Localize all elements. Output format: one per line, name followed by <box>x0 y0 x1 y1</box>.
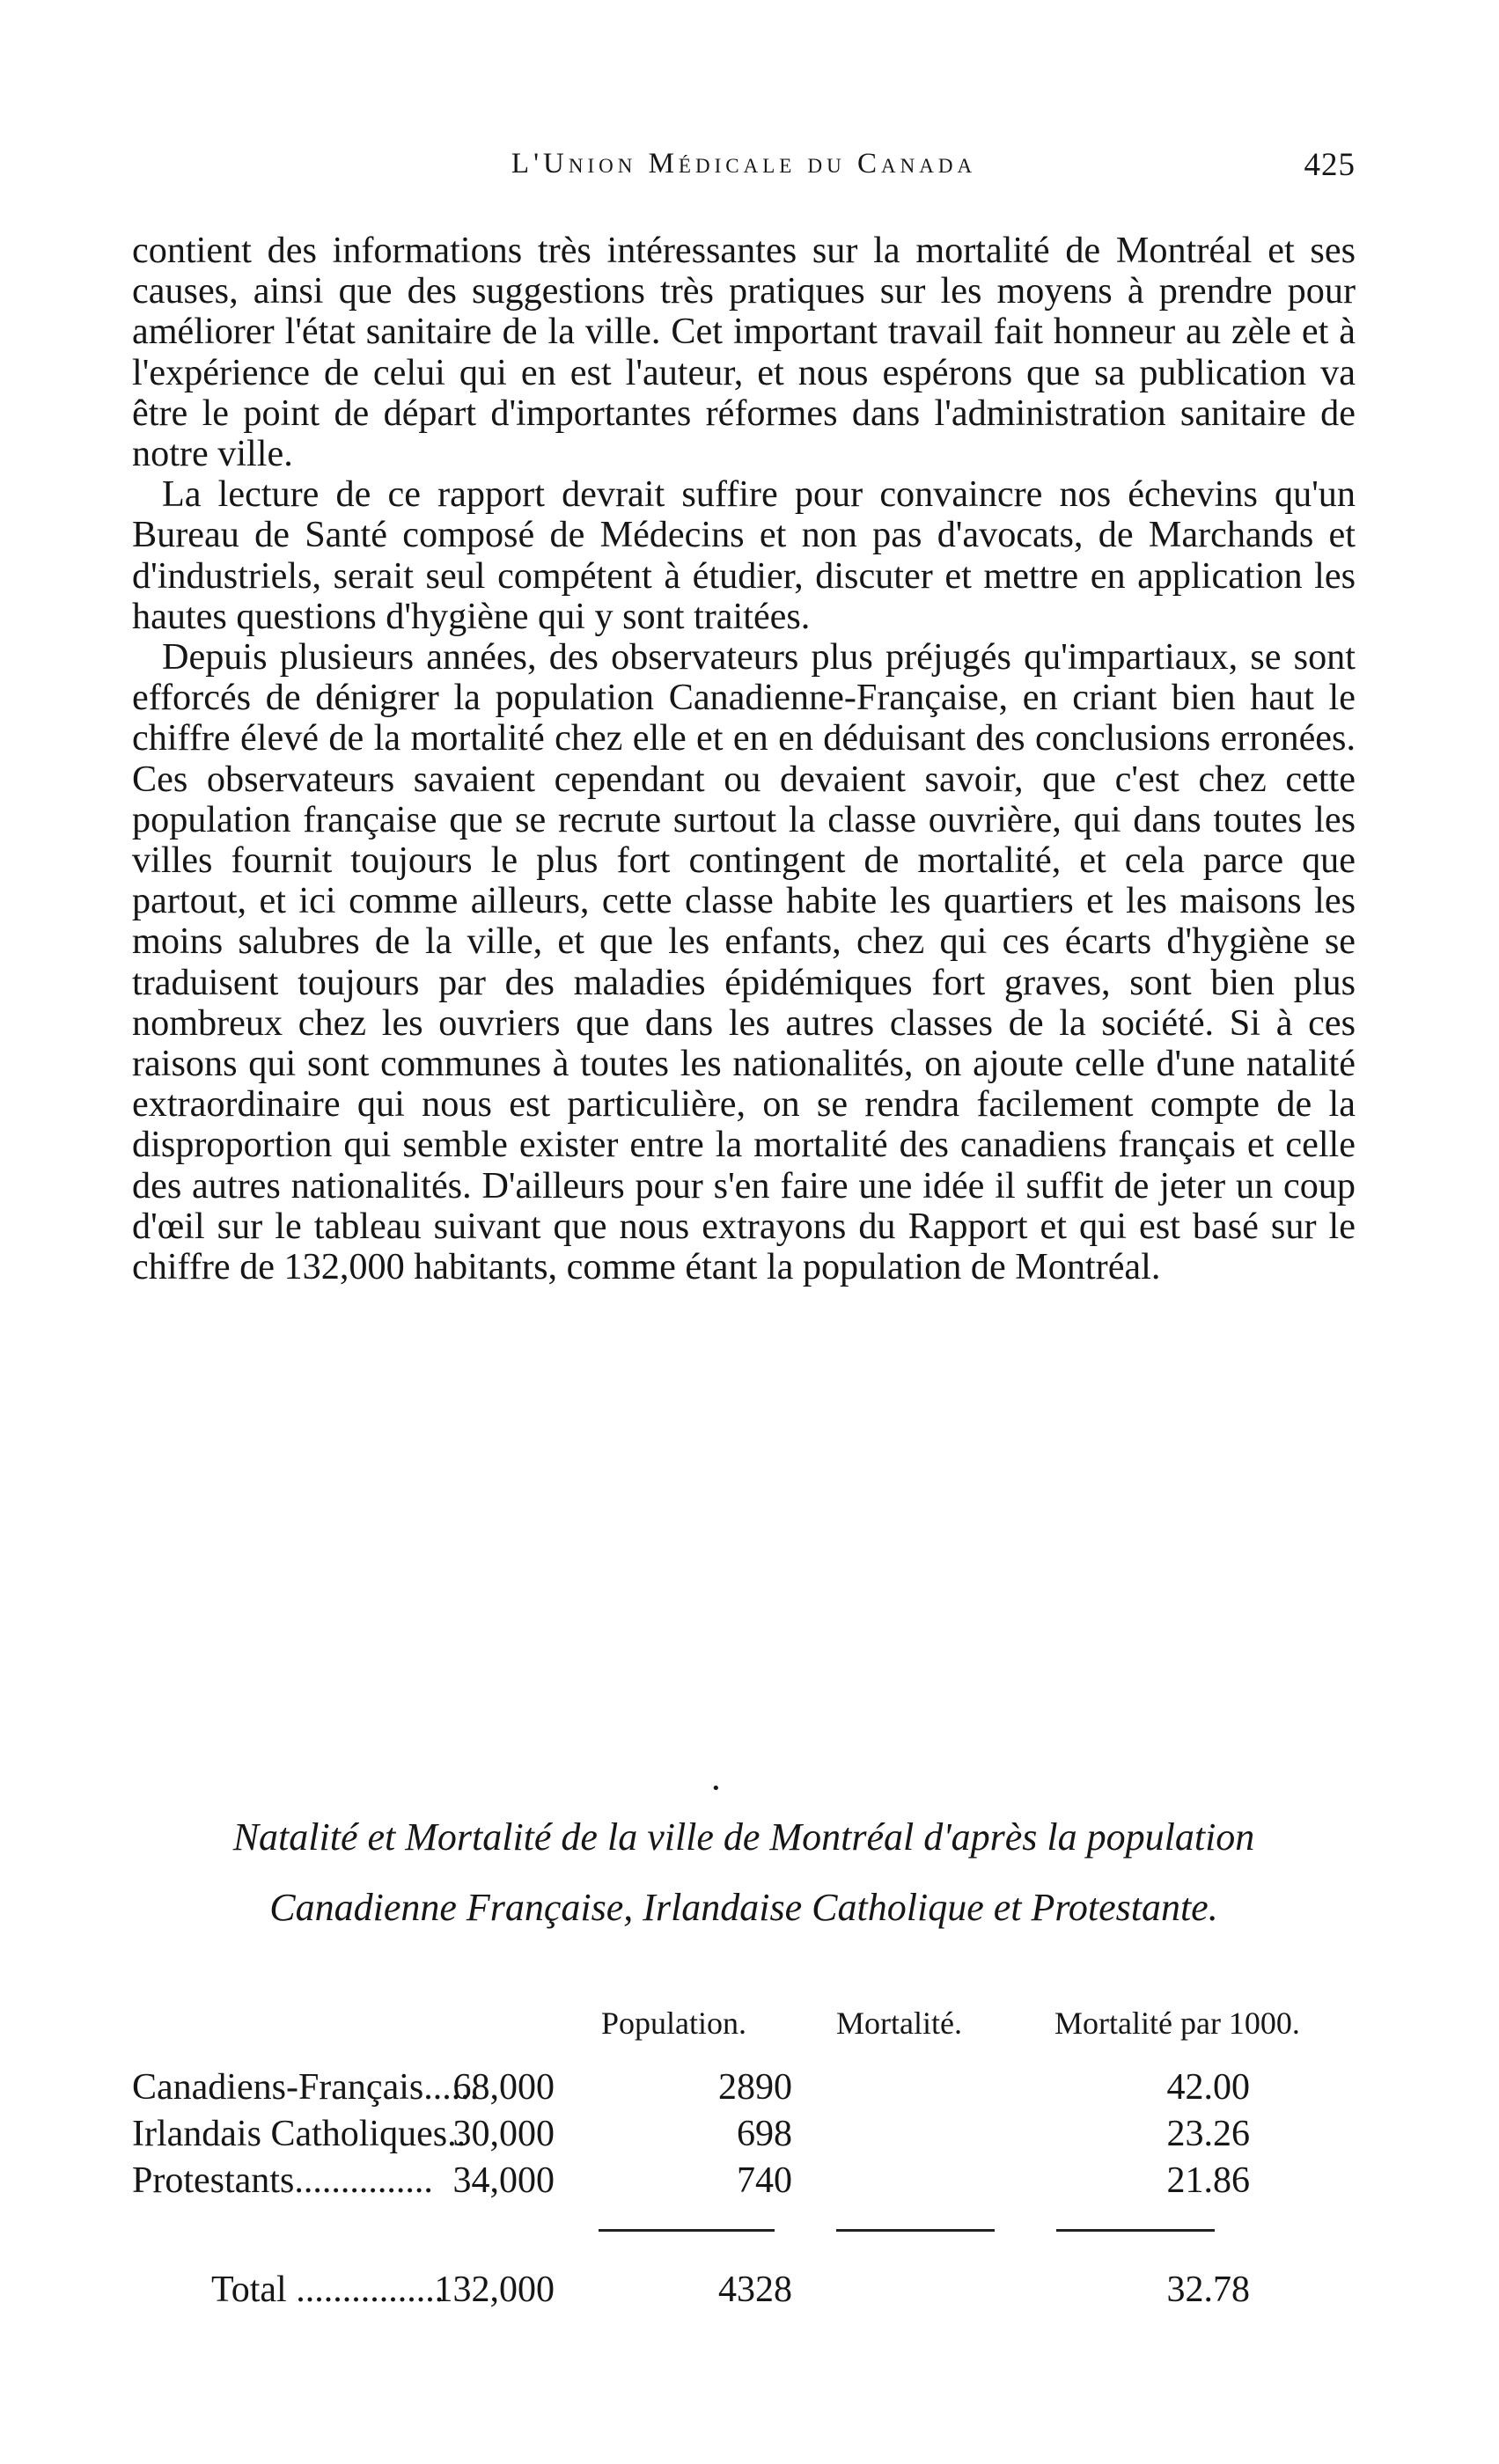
total-population: 132,000 <box>434 2270 555 2310</box>
column-header-mortalite: Mortalité. <box>836 2006 962 2041</box>
column-header-par-mille: Mortalité par 1000. <box>1054 2006 1300 2041</box>
row-label: Irlandais Catholiques.. <box>132 2114 467 2154</box>
row-label: Canadiens-Français...... <box>132 2067 480 2108</box>
total-mortalite: 4328 <box>718 2270 792 2310</box>
cell-mortalite: 2890 <box>718 2067 792 2108</box>
table-title <box>132 1802 1356 1943</box>
total-rule-mortalite <box>836 2229 995 2232</box>
cell-mortalite: 698 <box>737 2114 792 2154</box>
paragraph-continued: contient des informations très intéressantes sur la mortalité de Montréal et ses causes, ainsi que des suggestions très pratiques sur les moyens à prendre pour améliorer l'état sanitaire de la ville. Cet important travail fait honneur au zèle et à l'expérience de celui qui en est l'auteur, et nous espérons que sa publication va être le point de départ d'importantes réformes dans l'administration sanitaire de notre ville. <box>132 230 1356 475</box>
total-rule-par-mille <box>1056 2229 1215 2232</box>
cell-mortalite: 740 <box>737 2160 792 2201</box>
row-label: Protestants............... <box>132 2160 433 2201</box>
running-title: L'Union Médicale du Canada <box>511 148 977 180</box>
table-title-line-1: Natalité et Mortalité de la ville de Montréal d'après la population <box>232 1815 1255 1859</box>
total-label: Total ................ <box>211 2270 445 2310</box>
cell-par-mille: 21.86 <box>1166 2160 1250 2201</box>
cell-population: 68,000 <box>452 2067 555 2108</box>
paragraph-mortalite: Depuis plusieurs années, des observateurs plus préjugés qu'impartiaux, se sont efforcés de dénigrer la population Canadienne-Française, en criant bien haut le chiffre élevé de la mortalité chez elle et en en déduisant des conclusions erronées. Ces observateurs savaient cependant ou devaient savoir, que c'est chez cette population française que se recrute surtout la classe ouvrière, qui dans toutes les villes fournit toujours le plus fort contingent de mortalité, et cela parce que partout, et ici comme ailleurs, cette classe habite les quartiers et les maisons les moins salubres de la ville, et que les enfants, chez qui ces écarts d'hygiène se traduisent toujours par des maladies épidémiques fort graves, sont bien plus nombreux chez les ouvriers que dans les autres classes de la société. Si à ces raisons qui sont communes à toutes les nationalités, on ajoute celle d'une natalité extraordinaire qui nous est particulière, on se rendra facilement compte de la disproportion qui semble exister entre la mortalité des canadiens français et celle des autres nationalités. D'ailleurs pour s'en faire une idée il suffit de jeter un coup d'œil sur le tableau suivant que nous extrayons du Rapport et qui est basé sur le chiffre de 132,000 habitants, comme étant la population de Montréal. <box>132 636 1356 1288</box>
cell-par-mille: 23.26 <box>1166 2114 1250 2154</box>
cell-population: 34,000 <box>452 2160 555 2201</box>
paragraph-bureau-sante: La lecture de ce rapport devrait suffire pour convaincre nos échevins qu'un Bureau de Santé composé de Médecins et non pas d'avocats, de Marchands et d'industriels, serait seul compétent à étudier, discuter et mettre en application les hautes questions d'hygiène qui y sont traitées. <box>132 473 1356 637</box>
stray-mark: • <box>711 1779 721 1798</box>
table-title-line-2: Canadienne Française, Irlandaise Catholique et Protestante. <box>269 1886 1218 1929</box>
page-number: 425 <box>1304 147 1356 183</box>
running-header <box>132 148 1356 201</box>
cell-population: 30,000 <box>452 2114 555 2154</box>
cell-par-mille: 42.00 <box>1166 2067 1250 2108</box>
column-header-population: Population. <box>601 2006 747 2041</box>
total-par-mille: 32.78 <box>1166 2270 1250 2310</box>
body-text <box>132 231 1356 1287</box>
total-rule-population <box>599 2229 775 2232</box>
